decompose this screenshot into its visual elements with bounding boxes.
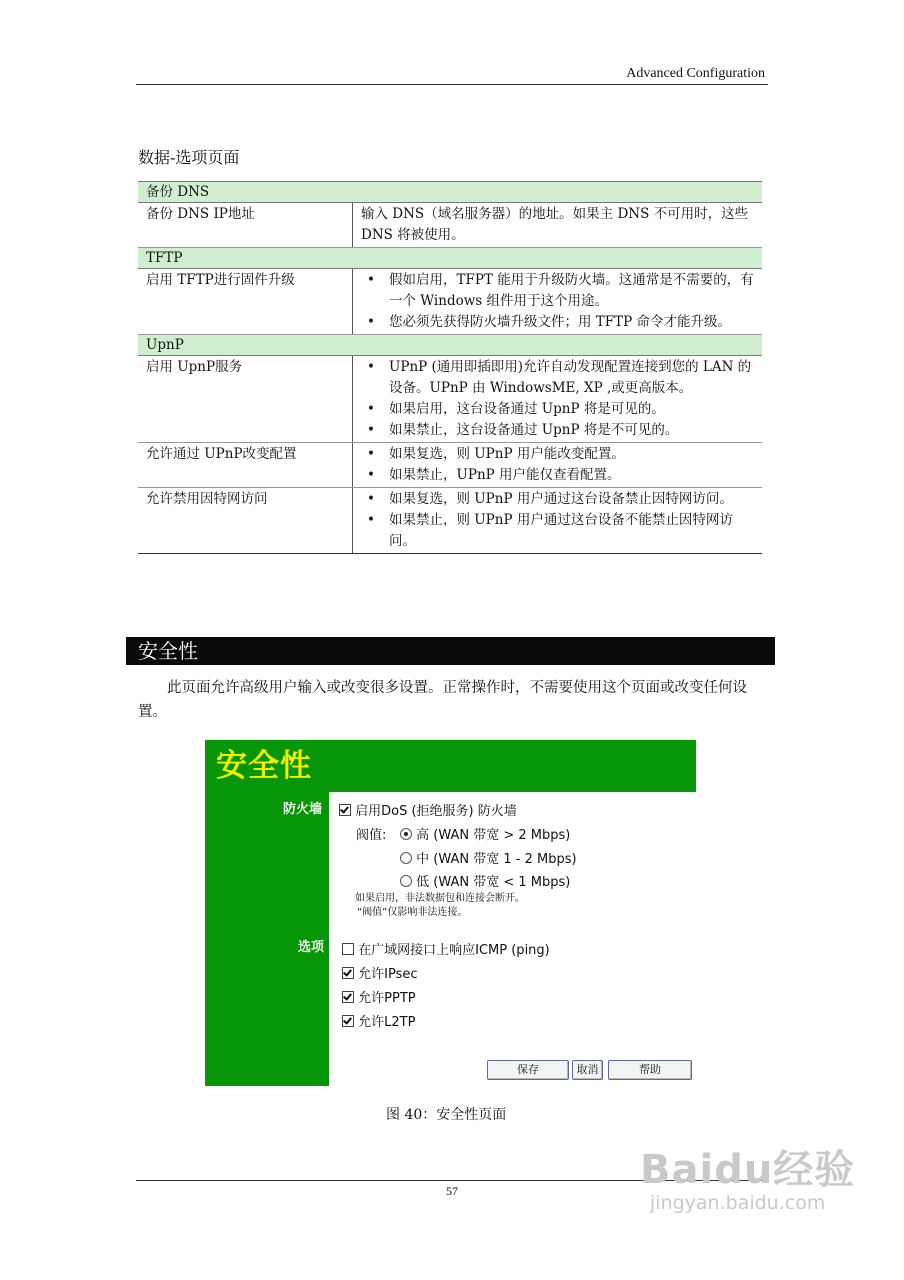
table-group-header (138, 335, 762, 356)
table-group-header (138, 182, 762, 203)
group-title: TFTP (138, 248, 762, 269)
bullet-item: • 如果禁止，这台设备通过 UpnP 将是不可见的。 (389, 420, 754, 441)
threshold-option-label: 高 (WAN 带宽 > 2 Mbps) (416, 828, 571, 843)
threshold-option-medium[interactable] (400, 848, 577, 867)
bullet-item: • 假如启用，TFPT 能用于升级防火墙。这通常是不需要的，有一个 Windows 组件用于这个用途。 (389, 270, 754, 312)
l2tp-checkbox[interactable] (342, 1015, 354, 1027)
description-text: 输入 DNS（域名服务器）的地址。如果主 DNS 不可用时，这些 DNS 将被使用。 (361, 206, 749, 243)
bullet-item: • 如果禁止，则 UPnP 用户通过这台设备不能禁止因特网访问。 (389, 510, 754, 552)
threshold-option-label: 低 (WAN 带宽 < 1 Mbps) (416, 875, 571, 890)
setting-description (353, 269, 763, 335)
table-row (138, 488, 762, 554)
options-table (138, 181, 762, 554)
table-row (138, 203, 762, 248)
firewall-note-line1: 如果启用，非法数据包和连接会断开。 (355, 893, 525, 904)
watermark-url: jingyan.baidu.com (650, 1192, 826, 1214)
running-header: Advanced Configuration (626, 66, 765, 81)
threshold-option-low[interactable] (400, 871, 570, 890)
table-group-header (138, 248, 762, 269)
setting-description (353, 443, 763, 488)
pptp-checkbox[interactable] (342, 991, 354, 1003)
bullet-list (361, 489, 754, 552)
bullet-item: • 您必须先获得防火墙升级文件；用 TFTP 命令才能升级。 (389, 312, 754, 333)
firewall-note-line2: “阀值”仅影响非法连接。 (357, 907, 468, 918)
setting-name: 启用 UpnP服务 (138, 356, 353, 443)
dos-firewall-checkbox[interactable] (339, 804, 351, 816)
section-title: 数据-选项页面 (138, 148, 240, 167)
header-rule (136, 84, 768, 85)
section-heading-bar (126, 637, 775, 665)
threshold-option-high[interactable] (400, 824, 570, 843)
group-title: UpnP (138, 335, 762, 356)
setting-name: 允许禁用因特网访问 (138, 488, 353, 554)
options-label: 选项 (298, 940, 325, 955)
bullet-list (361, 444, 754, 486)
table-row (138, 356, 762, 443)
setting-description (353, 488, 763, 554)
dos-firewall-label: 启用DoS (拒绝服务) 防火墙 (355, 804, 517, 819)
bullet-list (361, 357, 754, 441)
bullet-list (361, 270, 754, 333)
bullet-item: • 如果禁止，UPnP 用户能仅查看配置。 (389, 465, 754, 486)
setting-name: 启用 TFTP进行固件升级 (138, 269, 353, 335)
threshold-radio-medium[interactable] (400, 852, 412, 864)
help-button[interactable]: 帮助 (608, 1060, 692, 1080)
icmp-checkbox[interactable] (342, 943, 354, 955)
table-row (138, 269, 762, 335)
bullet-item: • 如果启用，这台设备通过 UpnP 将是可见的。 (389, 399, 754, 420)
option-label: 允许IPsec (358, 967, 418, 982)
cancel-button[interactable]: 取消 (572, 1060, 603, 1080)
setting-name: 备份 DNS IP地址 (138, 203, 353, 248)
bullet-item: • 如果复选，则 UPnP 用户通过这台设备禁止因特网访问。 (389, 489, 754, 510)
option-pptp[interactable] (342, 987, 416, 1006)
threshold-option-label: 中 (WAN 带宽 1 - 2 Mbps) (416, 852, 577, 867)
figure-caption: 图 40：安全性页面 (386, 1107, 507, 1123)
option-label: 在广域网接口上响应ICMP (ping) (358, 943, 550, 958)
setting-name: 允许通过 UPnP改变配置 (138, 443, 353, 488)
option-label: 允许L2TP (358, 1015, 416, 1030)
option-l2tp[interactable] (342, 1011, 415, 1030)
group-title: 备份 DNS (138, 182, 762, 203)
option-label: 允许PPTP (358, 991, 416, 1006)
threshold-radio-high[interactable] (400, 828, 412, 840)
option-ipsec[interactable] (342, 963, 418, 982)
firewall-label: 防火墙 (283, 802, 323, 817)
bullet-item: • UPnP (通用即插即用)允许自动发现配置连接到您的 LAN 的设备。UPnP 由 WindowsME, XP ,或更高版本。 (389, 357, 754, 399)
page-number: 57 (446, 1184, 458, 1198)
option-icmp[interactable] (342, 939, 550, 958)
table-row (138, 443, 762, 488)
dos-firewall-option[interactable] (339, 800, 517, 819)
watermark-logo: Baidu经验 (640, 1147, 856, 1193)
setting-description (353, 356, 763, 443)
setting-description (353, 203, 763, 248)
threshold-radio-low[interactable] (400, 875, 412, 887)
ipsec-checkbox[interactable] (342, 967, 354, 979)
section-heading: 安全性 (138, 639, 198, 663)
bullet-item: • 如果复选，则 UPnP 用户能改变配置。 (389, 444, 754, 465)
intro-paragraph: 此页面允许高级用户输入或改变很多设置。正常操作时，不需要使用这个页面或改变任何设置。 (138, 680, 747, 720)
save-button[interactable]: 保存 (487, 1060, 569, 1080)
security-page-screenshot (205, 740, 696, 1086)
threshold-label: 阀值: (356, 828, 387, 843)
baidu-watermark (640, 1148, 855, 1214)
screenshot-title: 安全性 (216, 748, 312, 784)
